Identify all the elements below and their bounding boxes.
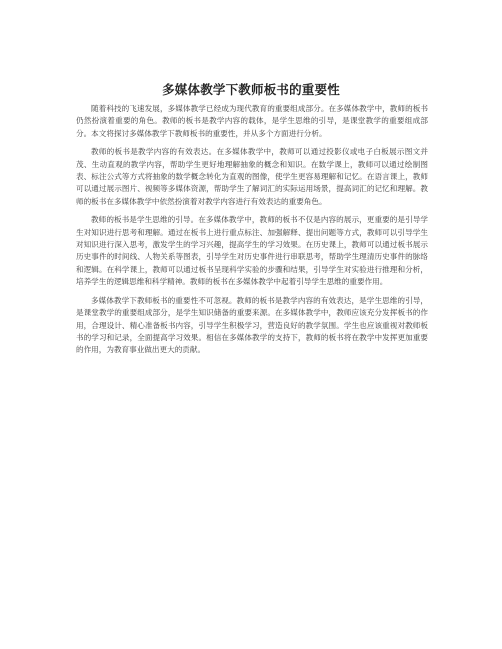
paragraph-4: 多媒体教学下教师板书的重要性不可忽视。教师的板书是教学内容的有效表达，是学生思维的引导，是课堂教学的重要组成部分，是学生知识储备的重要来源。在多媒体教学中，教师应该充分发挥板书的作用，合理设计、精心准备板书内容，引导学生积极学习，营造良好的教学氛围。学生也应该重视对教师板书的学习和记录，全面提高学习效果。相信在多媒体教学的支持下，教师的板书将在教学中发挥更加重要的作用，为教育事业做出更大的贡献。 xyxy=(76,295,428,355)
document-body xyxy=(76,103,428,363)
document-title: 多媒体教学下教师板书的重要性 xyxy=(162,82,340,97)
paragraph-1: 随着科技的飞速发展，多媒体教学已经成为现代教育的重要组成部分。在多媒体教学中，教师的板书仍然扮演着重要的角色。教师的板书是教学内容的载体，是学生思维的引导，是课堂教学的重要组成部分。本文将探讨多媒体教学下教师板书的重要性，并从多个方面进行分析。 xyxy=(76,104,428,138)
paragraph-2: 教师的板书是教学内容的有效表达。在多媒体教学中，教师可以通过投影仪或电子白板展示图文并茂、生动直观的教学内容，帮助学生更好地理解抽象的概念和知识。在数学课上，教师可以通过绘制图表、标注公式等方式将抽象的数学概念转化为直观的图像，使学生更容易理解和记忆。在语言课上，教师可以通过展示图片、视频等多媒体资源，帮助学生了解词汇的实际运用场景，提高词汇的记忆和理解。教师的板书在多媒体教学中依然扮演着对教学内容进行有效表达的重要角色。 xyxy=(76,147,428,206)
paragraph-3: 教师的板书是学生思维的引导。在多媒体教学中，教师的板书不仅是内容的展示，更重要的是引导学生对知识进行思考和理解。通过在板书上进行重点标注、加强解释、提出问题等方式，教师可以引导学生对知识进行深入思考，激发学生的学习兴趣，提高学生的学习效果。在历史课上，教师可以通过板书展示历史事件的时间线、人物关系等图表，引导学生对历史事件进行串联思考，帮助学生理清历史事件的脉络和逻辑。在科学课上，教师可以通过板书呈现科学实验的步骤和结果，引导学生对实验进行推理和分析，培养学生的逻辑思维和科学精神。教师的板书在多媒体教学中起着引导学生思维的重要作用。 xyxy=(76,215,428,287)
